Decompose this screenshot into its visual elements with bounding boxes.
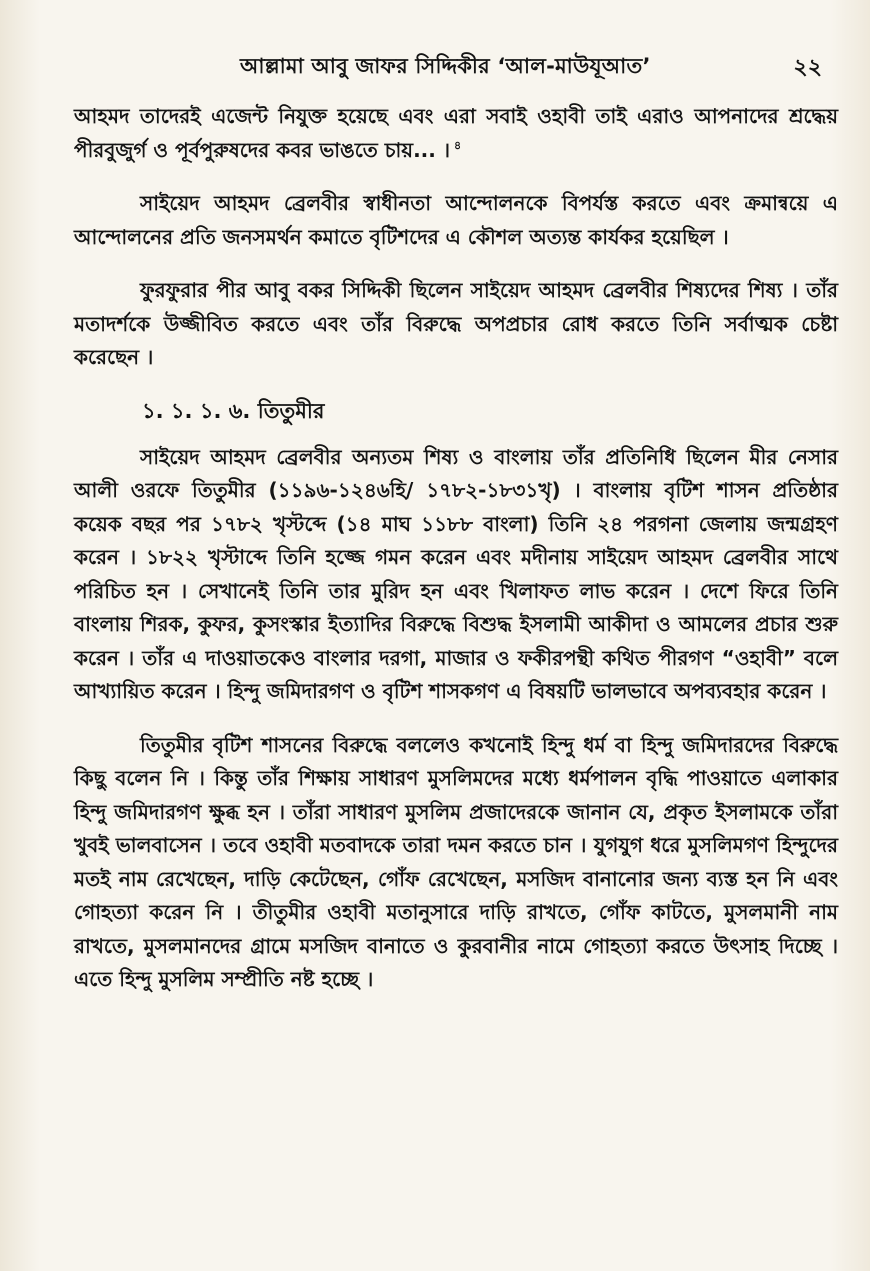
running-title: আল্লামা আবু জাফর সিদ্দিকীর ‘আল-মাউযূআত’	[240, 54, 651, 78]
footnote-marker: ৪	[454, 138, 462, 152]
section-heading: ১. ১. ১. ৬. তিতুমীর	[142, 398, 325, 423]
paragraph-furfura-pir: ফুরফুরার পীর আবু বকর সিদ্দিকী ছিলেন সাইয়েদ আহমদ ব্রেলবীর শিষ্যদের শিষ্য । তাঁর মতাদর্শকে উজ্জীবিত করতে এবং তাঁর বিরুদ্ধে অপপ্রচার রোধ করতে তিনি সর্বাত্মক চেষ্টা করেছেন ।	[74, 278, 838, 369]
paragraph-text: আহমদ তাদেরই এজেন্ট নিযুক্ত হয়েছে এবং এরা সবাই ওহাবী তাই এরাও আপনাদের শ্রদ্ধেয় পীরবুজুর্গ ও পূর্বপুরুষদের কবর ভাঙতে চায়... ।	[74, 104, 838, 162]
page-header	[90, 50, 830, 90]
paragraph-movement: সাইয়েদ আহমদ ব্রেলবীর স্বাধীনতা আন্দোলনকে বিপর্যস্ত করতে এবং ক্রমান্বয়ে এ আন্দোলনের প্রতি জনসমর্থন কমাতে বৃটিশদের এ কৌশল অত্যন্ত কার্যকর হয়েছিল ।	[74, 191, 838, 249]
page-body	[74, 100, 838, 1017]
paragraph-titumir-opposition: তিতুমীর বৃটিশ শাসনের বিরুদ্ধে বললেও কখনোই হিন্দু ধর্ম বা হিন্দু জমিদারদের বিরুদ্ধে কিছু বলেন নি । কিন্তু তাঁর শিক্ষায় সাধারণ মুসলিমদের মধ্যে ধর্মপালন বৃদ্ধি পাওয়াতে এলাকার হিন্দু জমিদারগণ ক্ষুব্ধ হন । তাঁরা সাধারণ মুসলিম প্রজাদেরকে জানান যে, প্রকৃত ইসলামকে তাঁরা খুবই ভালবাসেন । তবে ওহাবী মতবাদকে তারা দমন করতে চান । যুগযুগ ধরে মুসলিমগণ হিন্দুদের মতই নাম রেখেছেন, দাড়ি কেটেছেন, গোঁফ রেখেছেন, মসজিদ বানানোর জন্য ব্যস্ত হন নি এবং গোহত্যা করেন নি । তীতুমীর ওহাবী মতানুসারে দাড়ি রাখতে, গোঁফ কাটতে, মুসলমানী নাম রাখতে, মুসলমানদের গ্রামে মসজিদ বানাতে ও কুরবানীর নামে গোহত্যা করতে উৎসাহ দিচ্ছে । এতে হিন্দু মুসলিম সম্প্রীতি নষ্ট হচ্ছে ।	[74, 732, 838, 991]
paragraph-titumir-bio: সাইয়েদ আহমদ ব্রেলবীর অন্যতম শিষ্য ও বাংলায় তাঁর প্রতিনিধি ছিলেন মীর নেসার আলী ওরফে তিতুমীর (১১৯৬-১২৪৬হি/ ১৭৮২-১৮৩১খৃ) । বাংলায় বৃটিশ শাসন প্রতিষ্ঠার কয়েক বছর পর ১৭৮২ খৃস্টব্দে (১৪ মাঘ ১১৮৮ বাংলা) তিনি ২৪ পরগনা জেলায় জন্মগ্রহণ করেন । ১৮২২ খৃস্টাব্দে তিনি হজ্জে গমন করেন এবং মদীনায় সাইয়েদ আহমদ ব্রেলবীর সাথে পরিচিত হন । সেখানেই তিনি তার মুরিদ হন এবং খিলাফত লাভ করেন । দেশে ফিরে তিনি বাংলায় শিরক, কুফর, কুসংস্কার ইত্যাদির বিরুদ্ধে বিশুদ্ধ ইসলামী আকীদা ও আমলের প্রচার শুরু করেন । তাঁর এ দাওয়াতকেও বাংলার দরগা, মাজার ও ফকীরপন্থী কথিত পীরগণ “ওহাবী” বলে আখ্যায়িত করেন । হিন্দু জমিদারগণ ও বৃটিশ শাসকগণ এ বিষয়টি ভালভাবে অপব্যবহার করেন ।	[74, 444, 838, 703]
page-number: ২২	[793, 55, 822, 80]
paragraph-continuation	[74, 100, 838, 167]
